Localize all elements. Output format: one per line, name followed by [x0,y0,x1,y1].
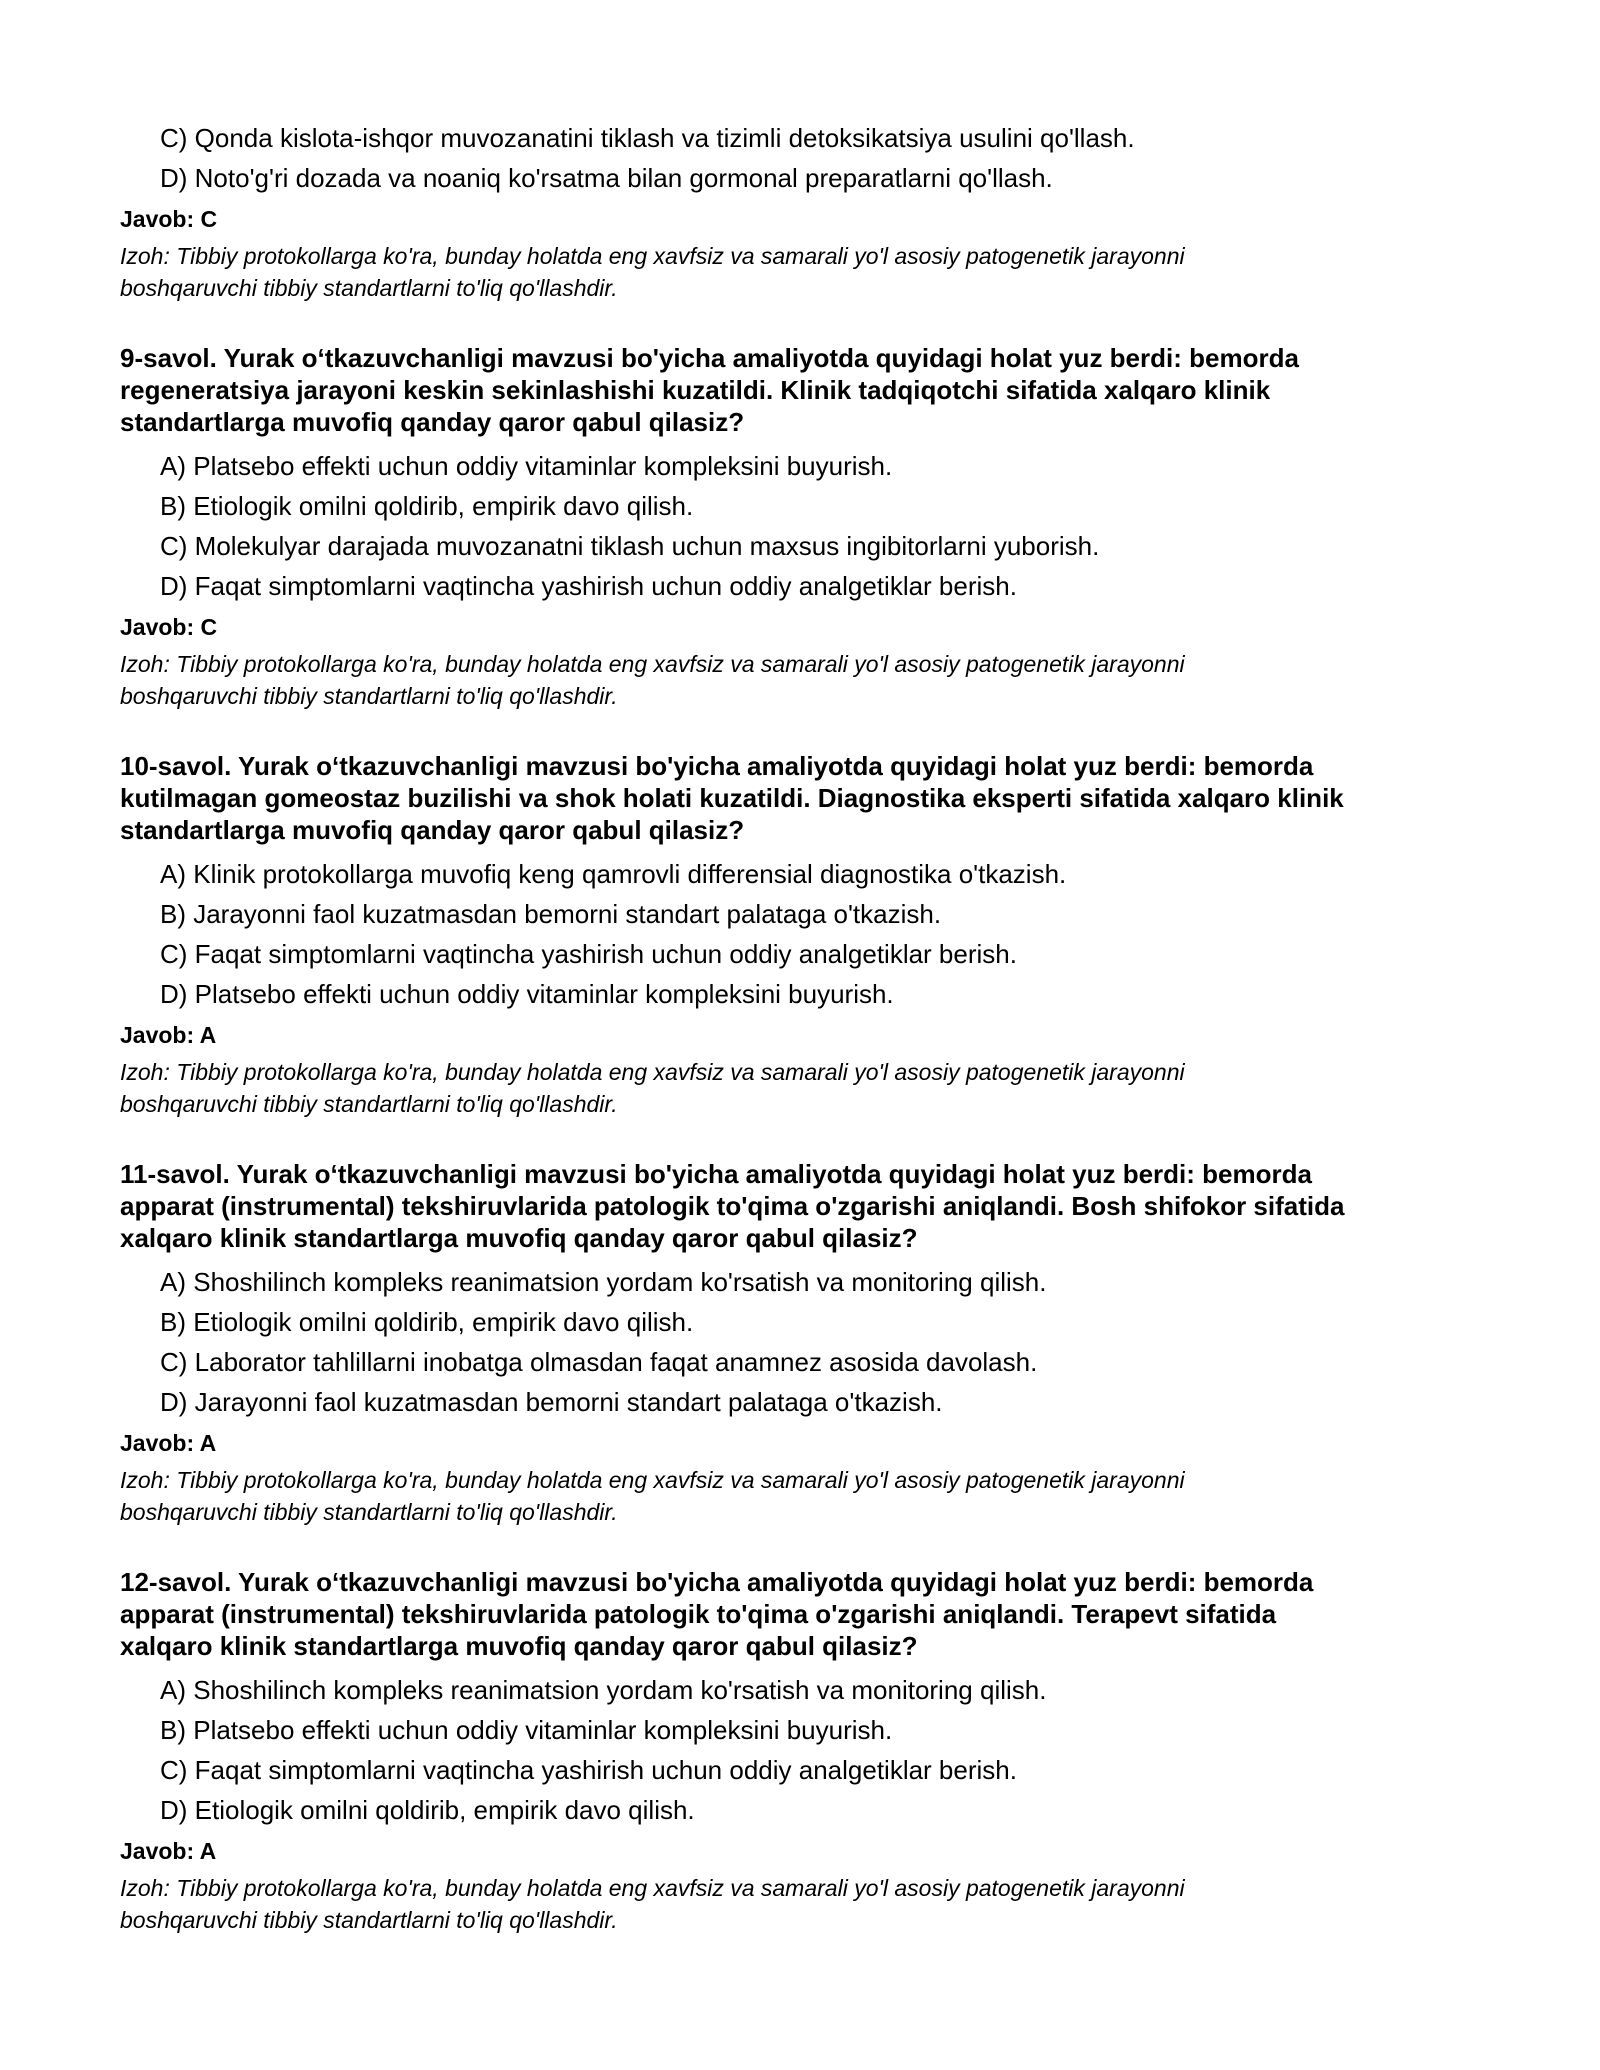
question-text [120,1158,1480,1254]
question-line: 12-savol. Yurak o‘tkazuvchanligi mavzusi bo'yicha amaliyotda quyidagi holat yuz berdi: bemorda [120,1567,1314,1597]
option-d: D) Faqat simptomlarni vaqtincha yashirish uchun oddiy analgetiklar berish. [160,571,1017,601]
option-c: C) Laborator tahlillarni inobatga olmasdan faqat anamnez asosida davolash. [160,1347,1038,1377]
option-d: D) Noto'g'ri dozada va noaniq ko'rsatma bilan gormonal preparatlarni qo'llash. [160,163,1053,193]
note-line: Izoh: Tibbiy protokollarga ko'ra, bunday holatda eng xavfsiz va samarali yo'l asosiy patogenetik jarayonni [120,1059,1185,1085]
option-d: D) Platsebo effekti uchun oddiy vitaminlar kompleksini buyurish. [160,979,894,1009]
question-line: standartlarga muvofiq qanday qaror qabul qilasiz? [120,407,745,437]
question-line: 10-savol. Yurak o‘tkazuvchanligi mavzusi bo'yicha amaliyotda quyidagi holat yuz berdi: bemorda [120,751,1314,781]
option-a: A) Shoshilinch kompleks reanimatsion yordam ko'rsatish va monitoring qilish. [160,1675,1047,1705]
question-line: kutilmagan gomeostaz buzilishi va shok holati kuzatildi. Diagnostika eksperti sifatida xalqaro klinik [120,783,1344,813]
question-line: standartlarga muvofiq qanday qaror qabul qilasiz? [120,815,745,845]
note-line: Izoh: Tibbiy protokollarga ko'ra, bunday holatda eng xavfsiz va samarali yo'l asosiy patogenetik jarayonni [120,1467,1185,1493]
note-line: boshqaruvchi tibbiy standartlarni to'liq qo'llashdir. [120,1091,618,1117]
explanation-note [120,648,1480,712]
explanation-note [120,240,1480,304]
option-b: B) Platsebo effekti uchun oddiy vitaminlar kompleksini buyurish. [160,1715,893,1745]
question-line: apparat (instrumental) tekshiruvlarida patologik to'qima o'zgarishi aniqlandi. Terapevt sifatida [120,1599,1277,1629]
note-line: boshqaruvchi tibbiy standartlarni to'liq qo'llashdir. [120,1499,618,1525]
option-d: D) Jarayonni faol kuzatmasdan bemorni standart palataga o'tkazish. [160,1387,943,1417]
question-text [120,750,1480,846]
option-c: C) Faqat simptomlarni vaqtincha yashirish uchun oddiy analgetiklar berish. [160,1755,1017,1785]
question-block-11 [120,1158,1480,1528]
answer-label: Javob: A [120,1430,217,1456]
note-line: boshqaruvchi tibbiy standartlarni to'liq qo'llashdir. [120,1907,618,1933]
document-page [120,118,1480,1936]
note-line: boshqaruvchi tibbiy standartlarni to'liq qo'llashdir. [120,683,618,709]
answer-label: Javob: A [120,1022,217,1048]
option-d: D) Etiologik omilni qoldirib, empirik davo qilish. [160,1795,695,1825]
note-line: Izoh: Tibbiy protokollarga ko'ra, bunday holatda eng xavfsiz va samarali yo'l asosiy patogenetik jarayonni [120,243,1185,269]
note-line: Izoh: Tibbiy protokollarga ko'ra, bunday holatda eng xavfsiz va samarali yo'l asosiy patogenetik jarayonni [120,651,1185,677]
option-b: B) Jarayonni faol kuzatmasdan bemorni standart palataga o'tkazish. [160,899,942,929]
question-text [120,342,1480,438]
answer-label: Javob: A [120,1838,217,1864]
option-b: B) Etiologik omilni qoldirib, empirik davo qilish. [160,1307,694,1337]
question-line: regeneratsiya jarayoni keskin sekinlashishi kuzatildi. Klinik tadqiqotchi sifatida xalqaro klinik [120,375,1271,405]
option-a: A) Platsebo effekti uchun oddiy vitaminlar kompleksini buyurish. [160,451,893,481]
explanation-note [120,1872,1480,1936]
question-text [120,1566,1480,1662]
option-b: B) Etiologik omilni qoldirib, empirik davo qilish. [160,491,694,521]
question-block-10 [120,750,1480,1120]
option-c: C) Molekulyar darajada muvozanatni tiklash uchun maxsus ingibitorlarni yuborish. [160,531,1100,561]
note-line: Izoh: Tibbiy protokollarga ko'ra, bunday holatda eng xavfsiz va samarali yo'l asosiy patogenetik jarayonni [120,1875,1185,1901]
question-line: 9-savol. Yurak o‘tkazuvchanligi mavzusi bo'yicha amaliyotda quyidagi holat yuz berdi: bemorda [120,343,1299,373]
note-line: boshqaruvchi tibbiy standartlarni to'liq qo'llashdir. [120,275,618,301]
option-a: A) Shoshilinch kompleks reanimatsion yordam ko'rsatish va monitoring qilish. [160,1267,1047,1297]
answer-label: Javob: C [120,206,218,232]
answer-label: Javob: C [120,614,218,640]
question-line: 11-savol. Yurak o‘tkazuvchanligi mavzusi bo'yicha amaliyotda quyidagi holat yuz berdi: bemorda [120,1159,1312,1189]
option-c: C) Faqat simptomlarni vaqtincha yashirish uchun oddiy analgetiklar berish. [160,939,1017,969]
question-line: xalqaro klinik standartlarga muvofiq qanday qaror qabul qilasiz? [120,1223,918,1253]
explanation-note [120,1056,1480,1120]
option-a: A) Klinik protokollarga muvofiq keng qamrovli differensial diagnostika o'tkazish. [160,859,1067,889]
question-block-8-continued [120,118,1480,304]
question-line: apparat (instrumental) tekshiruvlarida patologik to'qima o'zgarishi aniqlandi. Bosh shifokor sifatida [120,1191,1345,1221]
explanation-note [120,1464,1480,1528]
question-block-12 [120,1566,1480,1936]
question-line: xalqaro klinik standartlarga muvofiq qanday qaror qabul qilasiz? [120,1631,918,1661]
option-c: C) Qonda kislota-ishqor muvozanatini tiklash va tizimli detoksikatsiya usulini qo'llash. [160,123,1135,153]
question-block-9 [120,342,1480,712]
